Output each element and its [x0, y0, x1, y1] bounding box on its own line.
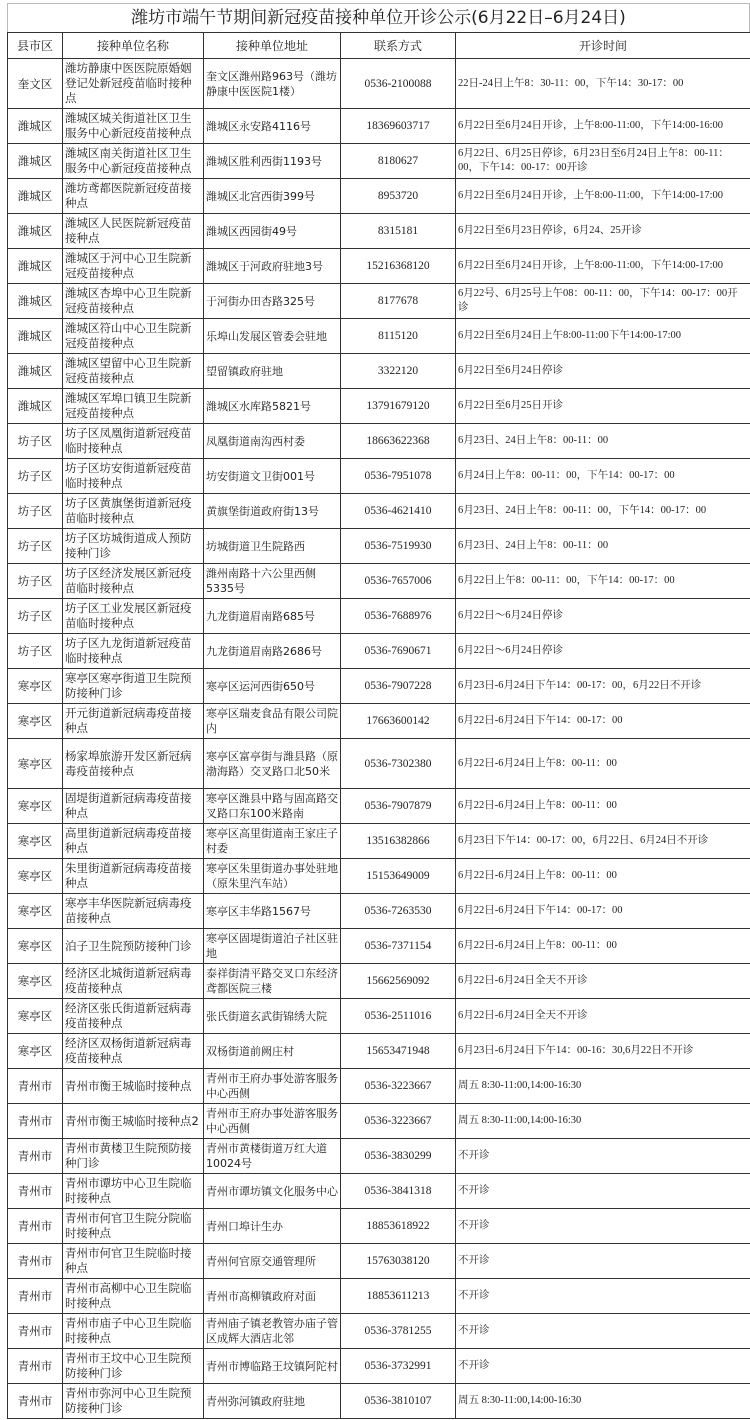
district-cell: 寒亭区	[8, 704, 63, 739]
site-name-cell: 坊子区黄旗堡街道新冠疫苗临时接种点	[63, 494, 204, 529]
address-cell: 潍城区于河政府驻地3号	[204, 249, 341, 284]
district-cell: 潍城区	[8, 284, 63, 319]
hours-cell: 6月22日至6月24日停诊	[456, 354, 750, 389]
phone-cell: 8180627	[341, 144, 456, 179]
notice-title: 潍坊市端午节期间新冠疫苗接种单位开诊公示(6月22日–6月24日)	[7, 3, 750, 32]
site-name-cell: 青州市衡王城临时接种点2	[63, 1104, 204, 1139]
site-name-cell: 坊子区坊安街道新冠疫苗临时接种点	[63, 459, 204, 494]
district-cell: 坊子区	[8, 564, 63, 599]
site-name-cell: 青州市谭坊中心卫生院临时接种点	[63, 1174, 204, 1209]
address-cell: 乐埠山发展区管委会驻地	[204, 319, 341, 354]
phone-cell: 0536-7690671	[341, 634, 456, 669]
vaccination-sites-table	[7, 32, 750, 1419]
phone-cell: 8953720	[341, 179, 456, 214]
phone-cell: 15662569092	[341, 964, 456, 999]
phone-cell: 0536-7688976	[341, 599, 456, 634]
hours-cell: 6月22日-6月24日下午14：00-17：00	[456, 894, 750, 929]
table-row	[8, 789, 750, 824]
table-row	[8, 1244, 750, 1279]
address-cell: 青州口埠计生办	[204, 1209, 341, 1244]
site-name-cell: 潍城区符山中心卫生院新冠疫苗接种点	[63, 319, 204, 354]
address-cell: 青州市王府办事处游客服务中心西侧	[204, 1104, 341, 1139]
address-cell: 寒亭区运河西街650号	[204, 669, 341, 704]
hours-cell: 不开诊	[456, 1279, 750, 1314]
district-cell: 寒亭区	[8, 789, 63, 824]
site-name-cell: 经济区双杨街道新冠病毒疫苗接种点	[63, 1034, 204, 1069]
hours-cell: 6月22日-6月24日上午8：00-11：00	[456, 859, 750, 894]
hours-cell: 6月22日-6月24日上午8：00-11：00	[456, 789, 750, 824]
hours-cell: 不开诊	[456, 1209, 750, 1244]
table-row	[8, 249, 750, 284]
table-row	[8, 214, 750, 249]
hours-cell: 不开诊	[456, 1244, 750, 1279]
phone-cell: 0536-7907879	[341, 789, 456, 824]
site-name-cell: 潍坊静康中医医院原婚姻登记处新冠疫苗临时接种点	[63, 59, 204, 109]
phone-cell: 0536-4621410	[341, 494, 456, 529]
site-name-cell: 青州市高柳中心卫生院临时接种点	[63, 1279, 204, 1314]
table-row	[8, 599, 750, 634]
district-cell: 青州市	[8, 1209, 63, 1244]
address-cell: 青州市黄楼街道万红大道10024号	[204, 1139, 341, 1174]
hours-cell: 6月23日-6月24日下午14：00-16：30,6月22日不开诊	[456, 1034, 750, 1069]
phone-cell: 0536-3830299	[341, 1139, 456, 1174]
hours-cell: 6月22日、6月25日停诊，6月23日至6月24日上午8：00-11：00，下午14：00-17：00开诊	[456, 144, 750, 179]
phone-cell: 15216368120	[341, 249, 456, 284]
phone-cell: 0536-3841318	[341, 1174, 456, 1209]
address-cell: 青州市谭坊镇文化服务中心	[204, 1174, 341, 1209]
address-cell: 青州市王府办事处游客服务中心西侧	[204, 1069, 341, 1104]
hours-cell: 不开诊	[456, 1314, 750, 1349]
hours-cell: 6月23日、24日上午8：00-11：00	[456, 529, 750, 564]
address-cell: 凤凰街道南沟西村委	[204, 424, 341, 459]
district-cell: 潍城区	[8, 389, 63, 424]
address-cell: 坊安街道文卫街001号	[204, 459, 341, 494]
site-name-cell: 潍城区人民医院新冠疫苗接种点	[63, 214, 204, 249]
phone-cell: 18853611213	[341, 1279, 456, 1314]
district-cell: 寒亭区	[8, 739, 63, 789]
site-name-cell: 坊子区坊城街道成人预防接种门诊	[63, 529, 204, 564]
address-cell: 九龙街道眉南路685号	[204, 599, 341, 634]
site-name-cell: 杨家埠旅游开发区新冠病毒疫苗接种点	[63, 739, 204, 789]
phone-cell: 13516382866	[341, 824, 456, 859]
column-header-site-name: 接种单位名称	[63, 33, 204, 59]
address-cell: 潍城区西园街49号	[204, 214, 341, 249]
phone-cell: 0536-2100088	[341, 59, 456, 109]
district-cell: 寒亭区	[8, 1034, 63, 1069]
table-row	[8, 1174, 750, 1209]
address-cell: 潍城区水库路5821号	[204, 389, 341, 424]
table-row	[8, 389, 750, 424]
site-name-cell: 高里街道新冠病毒疫苗接种点	[63, 824, 204, 859]
district-cell: 奎文区	[8, 59, 63, 109]
phone-cell: 0536-3223667	[341, 1104, 456, 1139]
site-name-cell: 青州市王坟中心卫生院预防接种门诊	[63, 1349, 204, 1384]
hours-cell: 周五 8:30-11:00,14:00-16:30	[456, 1069, 750, 1104]
table-row	[8, 1279, 750, 1314]
address-cell: 寒亭区丰华路1567号	[204, 894, 341, 929]
table-row	[8, 319, 750, 354]
site-name-cell: 潍城区城关街道社区卫生服务中心新冠疫苗接种点	[63, 109, 204, 144]
hours-cell: 不开诊	[456, 1349, 750, 1384]
hours-cell: 周五 8:30-11:00,14:00-16:30	[456, 1104, 750, 1139]
address-cell: 寒亭区高里街道南王家庄子村委	[204, 824, 341, 859]
hours-cell: 6月22日-6月24日上午8：00-11：00	[456, 929, 750, 964]
table-row	[8, 494, 750, 529]
table-row	[8, 634, 750, 669]
phone-cell: 8115120	[341, 319, 456, 354]
address-cell: 寒亭区瑞麦食品有限公司院内	[204, 704, 341, 739]
site-name-cell: 泊子卫生院预防接种门诊	[63, 929, 204, 964]
hours-cell: 6月23日下午14：00-17：00，6月22日、6月24日不开诊	[456, 824, 750, 859]
district-cell: 寒亭区	[8, 669, 63, 704]
phone-cell: 0536-7302380	[341, 739, 456, 789]
phone-cell: 0536-7519930	[341, 529, 456, 564]
hours-cell: 周五 8:30-11:00,14:00-16:30	[456, 1384, 750, 1419]
hours-cell: 6月22日至6月24日开诊，上午8:00-11:00，下午14:00-16:00	[456, 109, 750, 144]
address-cell: 潍州南路十六公里西侧5335号	[204, 564, 341, 599]
table-row	[8, 824, 750, 859]
site-name-cell: 寒亭区寒亭街道卫生院预防接种门诊	[63, 669, 204, 704]
district-cell: 坊子区	[8, 599, 63, 634]
site-name-cell: 固堤街道新冠病毒疫苗接种点	[63, 789, 204, 824]
hours-cell: 6月22日-6月24日全天不开诊	[456, 999, 750, 1034]
address-cell: 青州市博临路王坟镇阿陀村	[204, 1349, 341, 1384]
table-row	[8, 1349, 750, 1384]
phone-cell: 0536-3223667	[341, 1069, 456, 1104]
district-cell: 坊子区	[8, 459, 63, 494]
table-row	[8, 424, 750, 459]
district-cell: 寒亭区	[8, 964, 63, 999]
table-row	[8, 929, 750, 964]
table-row	[8, 144, 750, 179]
hours-cell: 6月22日至6月23日停诊，6月24、25开诊	[456, 214, 750, 249]
column-header-hours: 开诊时间	[456, 33, 750, 59]
hours-cell: 6月23日、24日上午8：00-11：00	[456, 424, 750, 459]
district-cell: 青州市	[8, 1139, 63, 1174]
site-name-cell: 青州市衡王城临时接种点	[63, 1069, 204, 1104]
hours-cell: 6月23日-6月24日下午14：00-17：00，6月22日不开诊	[456, 669, 750, 704]
district-cell: 青州市	[8, 1314, 63, 1349]
table-row	[8, 1139, 750, 1174]
site-name-cell: 青州市何官卫生院分院临时接种点	[63, 1209, 204, 1244]
district-cell: 寒亭区	[8, 894, 63, 929]
district-cell: 寒亭区	[8, 859, 63, 894]
hours-cell: 6月23日、24日上午8：00-11：00，下午14：00-17：00	[456, 494, 750, 529]
hours-cell: 6月22日至6月24日开诊，上午8:00-11:00，下午14:00-17:00	[456, 179, 750, 214]
phone-cell: 0536-7371154	[341, 929, 456, 964]
hours-cell: 22日-24日上午8：30-11：00，下午14：30-17：00	[456, 59, 750, 109]
site-name-cell: 朱里街道新冠病毒疫苗接种点	[63, 859, 204, 894]
district-cell: 青州市	[8, 1069, 63, 1104]
phone-cell: 15653471948	[341, 1034, 456, 1069]
table-row	[8, 1069, 750, 1104]
district-cell: 坊子区	[8, 424, 63, 459]
phone-cell: 0536-7907228	[341, 669, 456, 704]
phone-cell: 0536-7263530	[341, 894, 456, 929]
district-cell: 青州市	[8, 1104, 63, 1139]
table-row	[8, 179, 750, 214]
address-cell: 双杨街道前阙庄村	[204, 1034, 341, 1069]
address-cell: 寒亭区富亭街与潍县路（原渤海路）交叉路口北50米	[204, 739, 341, 789]
phone-cell: 8177678	[341, 284, 456, 319]
address-cell: 青州何官原交通管理所	[204, 1244, 341, 1279]
site-name-cell: 坊子区凤凰街道新冠疫苗临时接种点	[63, 424, 204, 459]
table-row	[8, 964, 750, 999]
hours-cell: 6月22号、6月25号上午08：00-11：00，下午14：00-17：00开诊	[456, 284, 750, 319]
address-cell: 青州庙子镇老教管办庙子管区成辉大酒店北邻	[204, 1314, 341, 1349]
site-name-cell: 坊子区工业发展区新冠疫苗临时接种点	[63, 599, 204, 634]
district-cell: 青州市	[8, 1174, 63, 1209]
table-row	[8, 1209, 750, 1244]
site-name-cell: 潍坊鸢都医院新冠疫苗接种点	[63, 179, 204, 214]
table-row	[8, 59, 750, 109]
address-cell: 寒亭区朱里街道办事处驻地（原朱里汽车站）	[204, 859, 341, 894]
phone-cell: 0536-3732991	[341, 1349, 456, 1384]
table-row	[8, 669, 750, 704]
district-cell: 寒亭区	[8, 999, 63, 1034]
phone-cell: 0536-3810107	[341, 1384, 456, 1419]
address-cell: 黄旗堡街道政府街13号	[204, 494, 341, 529]
phone-cell: 15153649009	[341, 859, 456, 894]
district-cell: 潍城区	[8, 109, 63, 144]
hours-cell: 6月22日至6月25日开诊	[456, 389, 750, 424]
phone-cell: 0536-7657006	[341, 564, 456, 599]
phone-cell: 17663600142	[341, 704, 456, 739]
district-cell: 寒亭区	[8, 929, 63, 964]
hours-cell: 不开诊	[456, 1139, 750, 1174]
address-cell: 奎文区潍州路963号（潍坊静康中医医院1楼）	[204, 59, 341, 109]
hours-cell: 6月22日-6月24日下午14：00-17：00	[456, 704, 750, 739]
address-cell: 潍城区永安路4116号	[204, 109, 341, 144]
district-cell: 潍城区	[8, 319, 63, 354]
district-cell: 寒亭区	[8, 824, 63, 859]
table-header-row	[8, 33, 750, 59]
address-cell: 九龙街道眉南路2686号	[204, 634, 341, 669]
address-cell: 青州市高柳镇政府对面	[204, 1279, 341, 1314]
phone-cell: 18369603717	[341, 109, 456, 144]
column-header-district: 县市区	[8, 33, 63, 59]
address-cell: 张氏街道玄武街锦绣大院	[204, 999, 341, 1034]
address-cell: 潍城区胜利西街1193号	[204, 144, 341, 179]
site-name-cell: 经济区北城街道新冠病毒疫苗接种点	[63, 964, 204, 999]
table-row	[8, 564, 750, 599]
phone-cell: 3322120	[341, 354, 456, 389]
hours-cell: 6月22日～6月24日停诊	[456, 599, 750, 634]
district-cell: 青州市	[8, 1384, 63, 1419]
table-row	[8, 999, 750, 1034]
site-name-cell: 寒亭丰华医院新冠病毒疫苗接种点	[63, 894, 204, 929]
site-name-cell: 潍城区南关街道社区卫生服务中心新冠疫苗接种点	[63, 144, 204, 179]
site-name-cell: 坊子区九龙街道新冠疫苗临时接种点	[63, 634, 204, 669]
table-row	[8, 284, 750, 319]
phone-cell: 13791679120	[341, 389, 456, 424]
table-row	[8, 859, 750, 894]
district-cell: 坊子区	[8, 634, 63, 669]
hours-cell: 不开诊	[456, 1174, 750, 1209]
district-cell: 坊子区	[8, 529, 63, 564]
table-row	[8, 459, 750, 494]
district-cell: 潍城区	[8, 214, 63, 249]
district-cell: 潍城区	[8, 144, 63, 179]
phone-cell: 18853618922	[341, 1209, 456, 1244]
table-row	[8, 1104, 750, 1139]
phone-cell: 0536-7951078	[341, 459, 456, 494]
site-name-cell: 潍城区军埠口镇卫生院新冠疫苗接种点	[63, 389, 204, 424]
district-cell: 青州市	[8, 1244, 63, 1279]
column-header-address: 接种单位地址	[204, 33, 341, 59]
table-body	[8, 59, 750, 1419]
site-name-cell: 青州市何官卫生院临时接种点	[63, 1244, 204, 1279]
site-name-cell: 经济区张氏街道新冠病毒疫苗接种点	[63, 999, 204, 1034]
table-row	[8, 739, 750, 789]
site-name-cell: 潍城区杏埠中心卫生院新冠疫苗接种点	[63, 284, 204, 319]
site-name-cell: 潍城区于河中心卫生院新冠疫苗接种点	[63, 249, 204, 284]
table-row	[8, 1384, 750, 1419]
district-cell: 潍城区	[8, 354, 63, 389]
table-row	[8, 1034, 750, 1069]
district-cell: 潍城区	[8, 249, 63, 284]
hours-cell: 6月22日上午8：00-11：00，下午14：00-17：00	[456, 564, 750, 599]
hours-cell: 6月22日至6月24日上午8:00-11:00下午14:00-17:00	[456, 319, 750, 354]
address-cell: 坊城街道卫生院路西	[204, 529, 341, 564]
column-header-phone: 联系方式	[341, 33, 456, 59]
phone-cell: 0536-3781255	[341, 1314, 456, 1349]
site-name-cell: 青州市庙子中心卫生院临时接种点	[63, 1314, 204, 1349]
hours-cell: 6月22日至6月24日开诊，上午8:00-11:00，下午14:00-17:00	[456, 249, 750, 284]
phone-cell: 8315181	[341, 214, 456, 249]
phone-cell: 15763038120	[341, 1244, 456, 1279]
table-row	[8, 529, 750, 564]
table-row	[8, 1314, 750, 1349]
phone-cell: 0536-2511016	[341, 999, 456, 1034]
site-name-cell: 潍城区望留中心卫生院新冠疫苗接种点	[63, 354, 204, 389]
site-name-cell: 坊子区经济发展区新冠疫苗临时接种点	[63, 564, 204, 599]
address-cell: 望留镇政府驻地	[204, 354, 341, 389]
address-cell: 寒亭区固堤街道泊子社区驻地	[204, 929, 341, 964]
hours-cell: 6月24日上午8：00-11：00，下午14：00-17：00	[456, 459, 750, 494]
phone-cell: 18663622368	[341, 424, 456, 459]
address-cell: 潍城区北宫西街399号	[204, 179, 341, 214]
address-cell: 青州弥河镇政府驻地	[204, 1384, 341, 1419]
table-row	[8, 354, 750, 389]
table-row	[8, 109, 750, 144]
hours-cell: 6月22日-6月24日上午8：00-11：00	[456, 739, 750, 789]
site-name-cell: 开元街道新冠病毒疫苗接种点	[63, 704, 204, 739]
vaccination-notice-sheet	[7, 3, 750, 1419]
site-name-cell: 青州市弥河中心卫生院预防接种门诊	[63, 1384, 204, 1419]
site-name-cell: 青州市黄楼卫生院预防接种门诊	[63, 1139, 204, 1174]
hours-cell: 6月22日～6月24日停诊	[456, 634, 750, 669]
address-cell: 寒亭区潍县中路与固高路交叉路口东100米路南	[204, 789, 341, 824]
district-cell: 潍城区	[8, 179, 63, 214]
district-cell: 青州市	[8, 1349, 63, 1384]
hours-cell: 6月22日-6月24日全天不开诊	[456, 964, 750, 999]
district-cell: 青州市	[8, 1279, 63, 1314]
table-row	[8, 894, 750, 929]
district-cell: 坊子区	[8, 494, 63, 529]
table-row	[8, 704, 750, 739]
address-cell: 泰祥街清平路交叉口东经济鸢都医院三楼	[204, 964, 341, 999]
address-cell: 于河街办田杏路325号	[204, 284, 341, 319]
